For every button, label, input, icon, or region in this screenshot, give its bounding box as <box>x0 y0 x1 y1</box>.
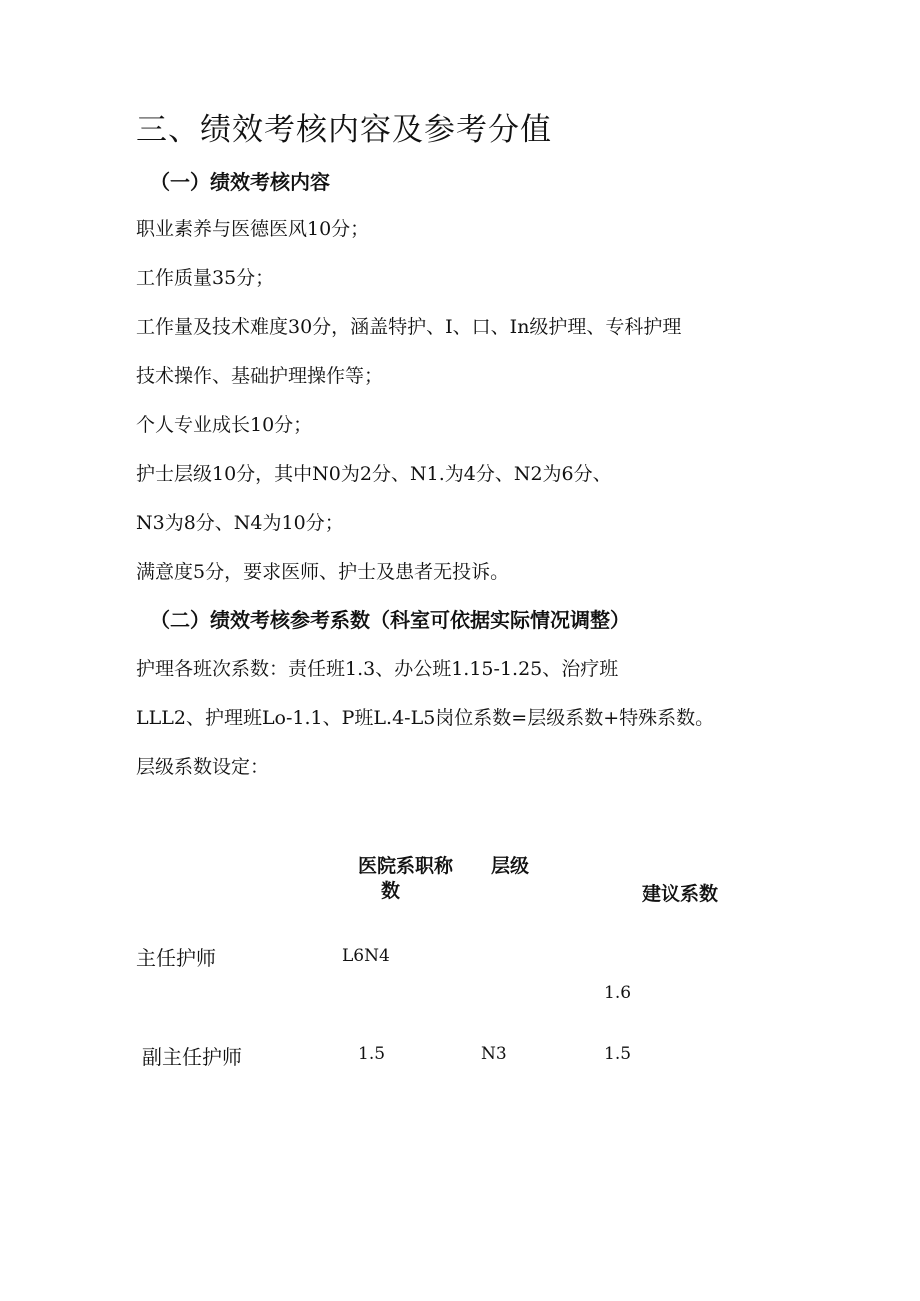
row-level-chief-nurse: L6N4 <box>342 946 390 966</box>
section-heading-content: （一）绩效考核内容 <box>150 170 330 194</box>
coefficient-line-shifts-cont: LLL2、护理班Lo-1.1、P班L.4-L5岗位系数=层级系数+特殊系数。 <box>136 707 715 729</box>
content-line-workload-cont: 技术操作、基础护理操作等； <box>136 365 384 387</box>
content-line-satisfaction: 满意度5分，要求医师、护士及患者无投诉。 <box>136 561 510 583</box>
section-heading-coefficients: （二）绩效考核参考系数（科室可依据实际情况调整） <box>150 608 630 632</box>
coefficient-line-level-setting: 层级系数设定： <box>136 756 270 778</box>
table-header-title: 医院系职称 <box>358 855 454 877</box>
content-line-growth: 个人专业成长10分； <box>136 414 313 436</box>
content-line-quality: 工作质量35分； <box>136 267 275 289</box>
content-line-ethics: 职业素养与医德医风10分； <box>136 218 370 240</box>
row-level-associate-chief-nurse: N3 <box>481 1044 507 1064</box>
content-line-nurse-level: 护士层级10分，其中N0为2分、N1.为4分、N2为6分、 <box>136 463 612 485</box>
row-coefficient-chief-nurse: 1.6 <box>604 983 632 1003</box>
table-header-title-cont: 数 <box>381 880 401 902</box>
row-coefficient-associate-chief-nurse: 1.5 <box>604 1044 632 1064</box>
page-title: 三、绩效考核内容及参考分值 <box>136 112 552 148</box>
content-line-workload: 工作量及技术难度30分，涵盖特护、I、口、In级护理、专科护理 <box>136 316 682 338</box>
row-title-associate-chief-nurse: 副主任护师 <box>142 1045 242 1069</box>
content-line-nurse-level-cont: N3为8分、N4为10分； <box>136 512 344 534</box>
coefficient-line-shifts: 护理各班次系数：责任班1.3、办公班1.15-1.25、治疗班 <box>136 658 619 680</box>
row-title-chief-nurse: 主任护师 <box>136 946 216 970</box>
row-value-associate-chief-nurse: 1.5 <box>358 1044 386 1064</box>
table-header-coefficient: 建议系数 <box>642 883 719 905</box>
table-header-level: 层级 <box>491 855 530 877</box>
